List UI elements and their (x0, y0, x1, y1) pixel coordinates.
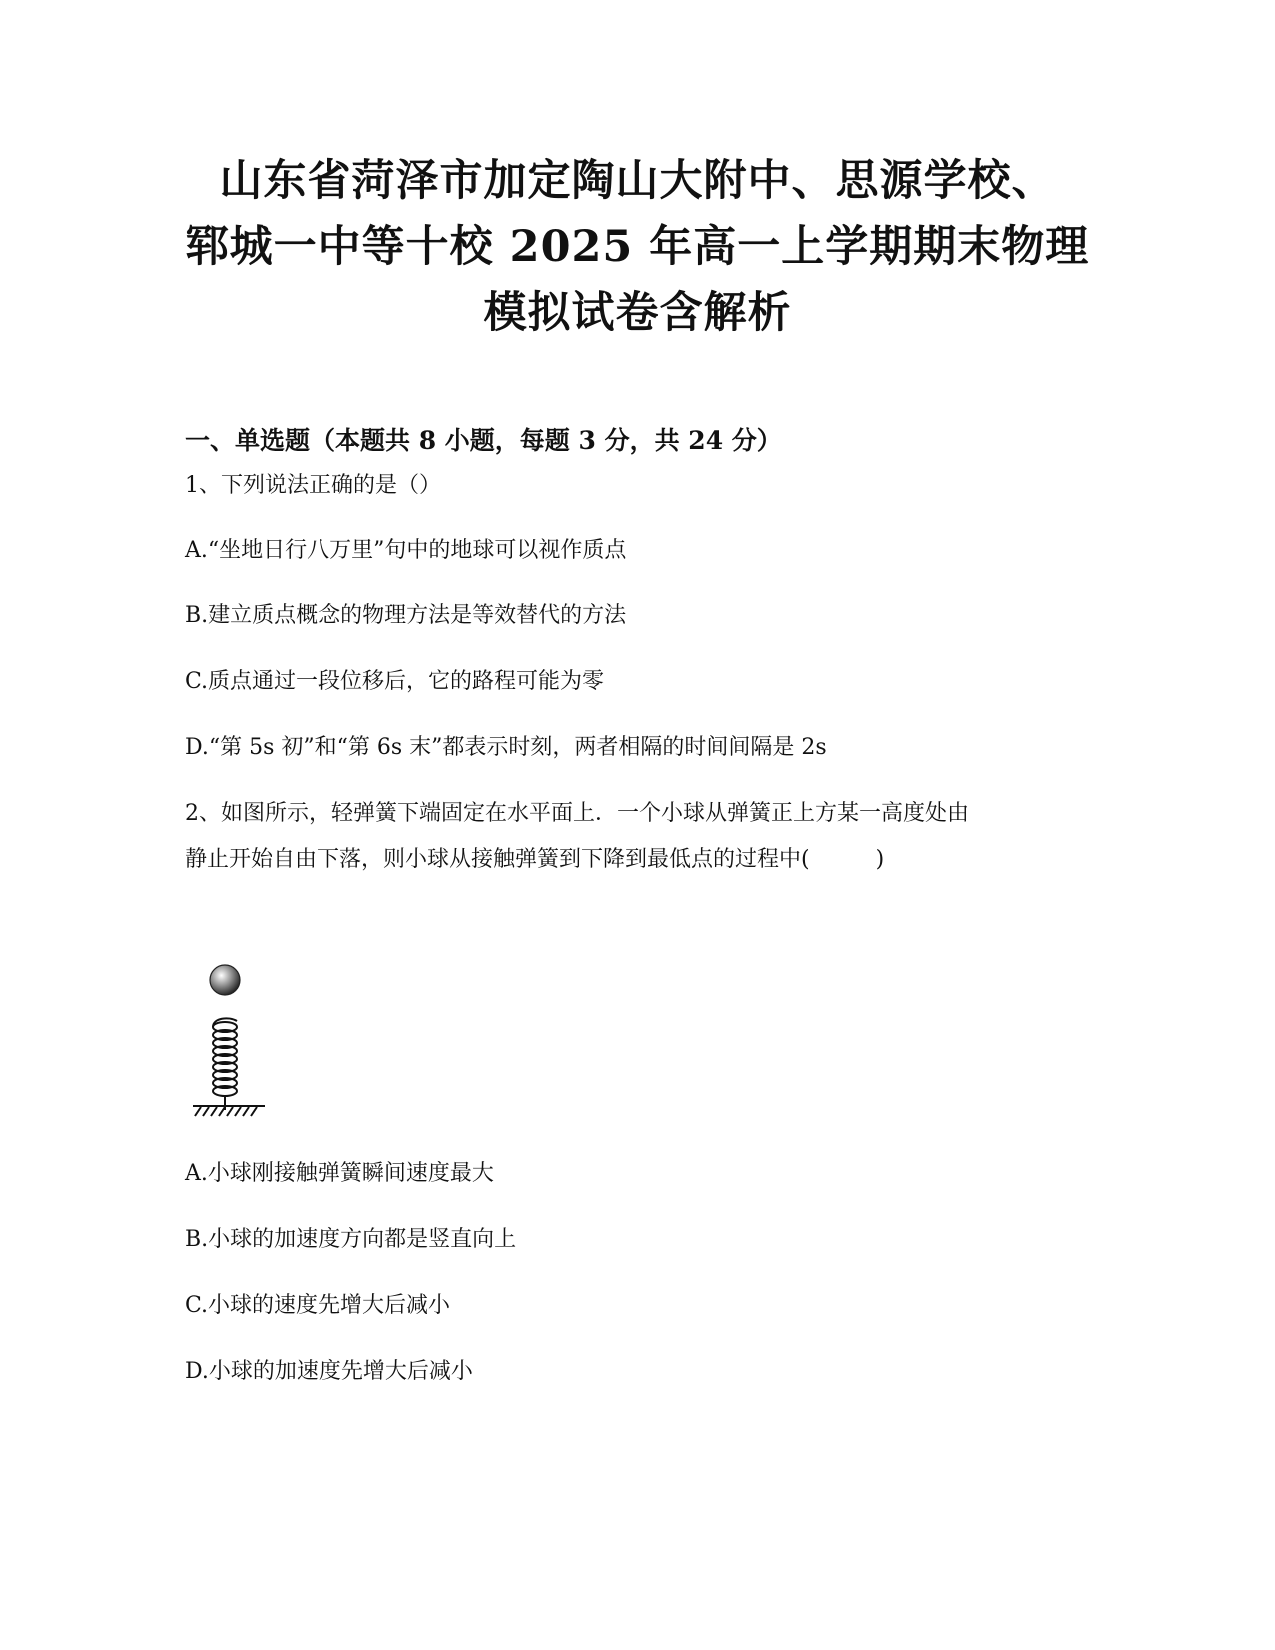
question-2-option-b: B.小球的加速度方向都是竖直向上 (185, 1227, 517, 1252)
title-line-2: 郓城一中等十校 2025 年高一上学期期末物理 (185, 222, 1090, 272)
question-1-option-c: C.质点通过一段位移后，它的路程可能为零 (185, 669, 605, 694)
title-line-1: 山东省菏泽市加定陶山大附中、思源学校、 (219, 156, 1056, 206)
question-2-stem-line-1: 2、如图所示，轻弹簧下端固定在水平面上．一个小球从弹簧正上方某一高度处由 (185, 801, 969, 826)
question-1-option-d: D.“第 5s 初”和“第 6s 末”都表示时刻，两者相隔的时间间隔是 2s (185, 735, 827, 760)
spring-icon (213, 1018, 237, 1110)
document-title (160, 148, 1115, 346)
question-2-stem-line-2: 静止开始自由下落，则小球从接触弹簧到下降到最低点的过程中( ) (185, 847, 885, 872)
question-1-option-b: B.建立质点概念的物理方法是等效替代的方法 (185, 603, 627, 628)
question-2-option-c: C.小球的速度先增大后减小 (185, 1293, 451, 1318)
title-line-3: 模拟试卷含解析 (483, 288, 792, 338)
section-heading: 一、单选题（本题共 8 小题，每题 3 分，共 24 分） (185, 426, 782, 455)
hatched-ground-icon (193, 1106, 265, 1116)
question-1-stem: 1、下列说法正确的是（） (185, 473, 441, 498)
spring-ball-figure (185, 950, 295, 1160)
question-2-option-d: D.小球的加速度先增大后减小 (185, 1359, 473, 1384)
question-1-option-a: A.“坐地日行八万里”句中的地球可以视作质点 (185, 538, 627, 563)
ball-icon (210, 965, 240, 995)
question-2-option-a: A.小球刚接触弹簧瞬间速度最大 (185, 1161, 494, 1186)
